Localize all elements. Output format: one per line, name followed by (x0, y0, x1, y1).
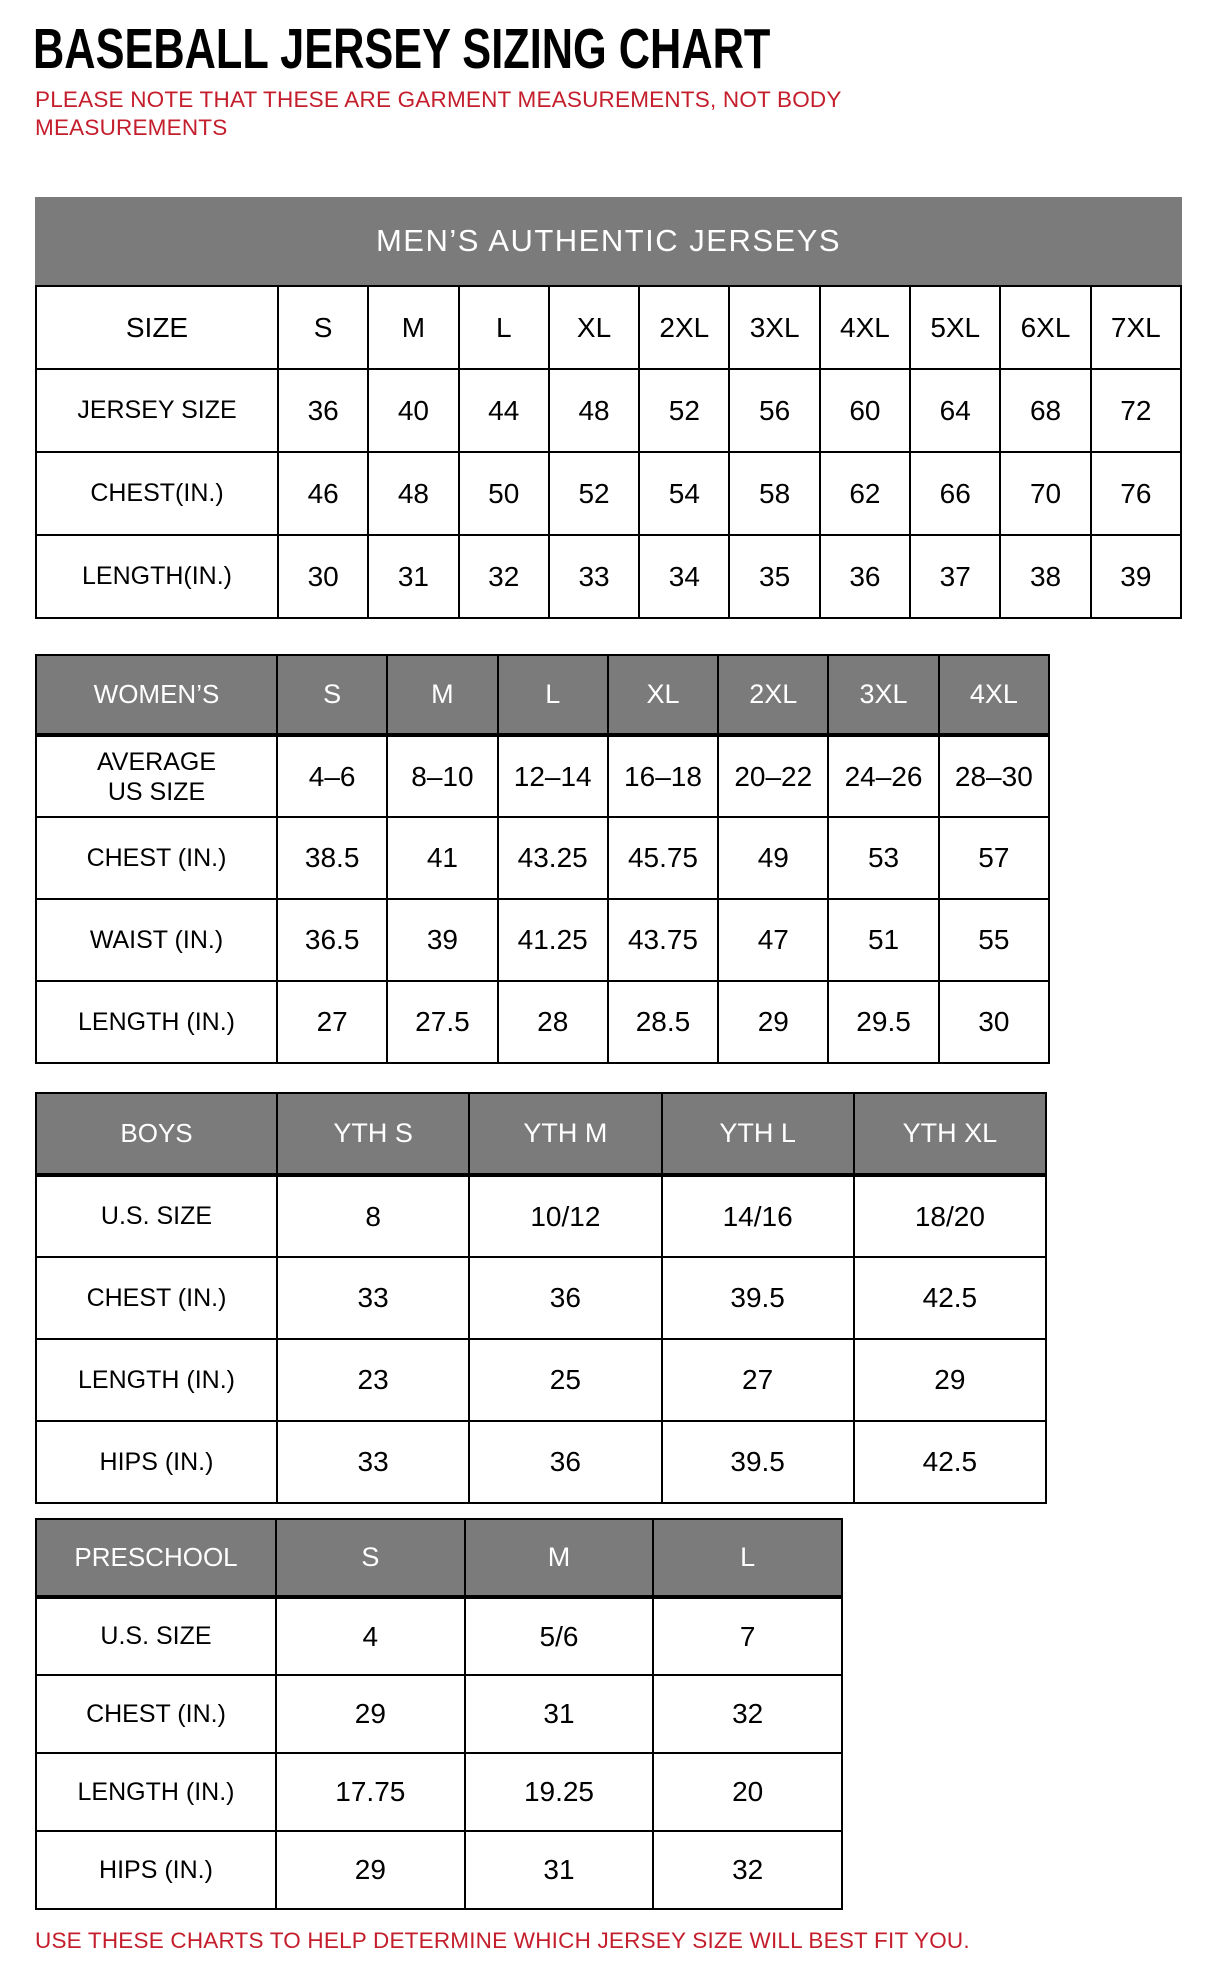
data-cell: 52 (549, 452, 639, 535)
data-cell: 56 (729, 369, 819, 452)
table-row (36, 735, 1049, 817)
column-header-cell: L (459, 286, 549, 369)
table-row (36, 535, 1181, 618)
column-header-cell: YTH M (469, 1093, 661, 1175)
header-row (36, 655, 1049, 735)
column-header-cell: S (278, 286, 368, 369)
row-label-cell: LENGTH (IN.) (36, 1339, 277, 1421)
column-header-cell: M (465, 1519, 654, 1597)
data-cell: 42.5 (854, 1257, 1046, 1339)
data-cell: 40 (368, 369, 458, 452)
column-header-cell: M (368, 286, 458, 369)
data-cell: 34 (639, 535, 729, 618)
data-cell: 60 (820, 369, 910, 452)
column-header-cell: 2XL (718, 655, 828, 735)
data-cell: 32 (653, 1831, 842, 1909)
column-header-cell: 3XL (828, 655, 938, 735)
table-grid (35, 1092, 1047, 1504)
data-cell: 16–18 (608, 735, 718, 817)
data-cell: 28–30 (939, 735, 1049, 817)
table-row (36, 817, 1049, 899)
row-label-cell: LENGTH (IN.) (36, 1753, 276, 1831)
table-grid (35, 654, 1050, 1064)
data-cell: 47 (718, 899, 828, 981)
table-row (36, 1421, 1046, 1503)
header-row (36, 1519, 842, 1597)
row-label-cell: LENGTH(IN.) (36, 535, 278, 618)
column-header-cell: 3XL (729, 286, 819, 369)
data-cell: 37 (910, 535, 1000, 618)
header-row (36, 286, 1181, 369)
data-cell: 45.75 (608, 817, 718, 899)
data-cell: 39 (387, 899, 497, 981)
row-label-cell: U.S. SIZE (36, 1597, 276, 1675)
data-cell: 46 (278, 452, 368, 535)
data-cell: 12–14 (498, 735, 608, 817)
row-label-cell: U.S. SIZE (36, 1175, 277, 1257)
data-cell: 23 (277, 1339, 469, 1421)
data-cell: 33 (277, 1421, 469, 1503)
data-cell: 48 (368, 452, 458, 535)
garment-measurements-note: PLEASE NOTE THAT THESE ARE GARMENT MEASUREMENTS, NOT BODY MEASUREMENTS (35, 87, 842, 140)
row-label-cell: CHEST(IN.) (36, 452, 278, 535)
column-header-cell: M (387, 655, 497, 735)
table-row (36, 369, 1181, 452)
data-cell: 36 (469, 1421, 661, 1503)
data-cell: 51 (828, 899, 938, 981)
data-cell: 42.5 (854, 1421, 1046, 1503)
data-cell: 4 (276, 1597, 465, 1675)
data-cell: 38.5 (277, 817, 387, 899)
data-cell: 29.5 (828, 981, 938, 1063)
column-header-cell: 6XL (1000, 286, 1090, 369)
data-cell: 29 (276, 1831, 465, 1909)
data-cell: 20–22 (718, 735, 828, 817)
data-cell: 32 (459, 535, 549, 618)
data-cell: 41 (387, 817, 497, 899)
column-header-cell: 2XL (639, 286, 729, 369)
data-cell: 64 (910, 369, 1000, 452)
data-cell: 76 (1091, 452, 1181, 535)
column-header-cell: L (498, 655, 608, 735)
data-cell: 43.75 (608, 899, 718, 981)
data-cell: 29 (718, 981, 828, 1063)
data-cell: 72 (1091, 369, 1181, 452)
data-cell: 28 (498, 981, 608, 1063)
data-cell: 29 (854, 1339, 1046, 1421)
data-cell: 39 (1091, 535, 1181, 618)
column-header-cell: YTH XL (854, 1093, 1046, 1175)
data-cell: 54 (639, 452, 729, 535)
data-cell: 38 (1000, 535, 1090, 618)
data-cell: 36 (469, 1257, 661, 1339)
data-cell: 10/12 (469, 1175, 661, 1257)
table-mens (35, 197, 1182, 619)
row-label-cell: LENGTH (IN.) (36, 981, 277, 1063)
column-header-cell: S (276, 1519, 465, 1597)
table-row (36, 1175, 1046, 1257)
column-header-cell: 4XL (820, 286, 910, 369)
data-cell: 57 (939, 817, 1049, 899)
table-row (36, 981, 1049, 1063)
data-cell: 55 (939, 899, 1049, 981)
data-cell: 70 (1000, 452, 1090, 535)
data-cell: 31 (368, 535, 458, 618)
column-header-cell: S (277, 655, 387, 735)
column-header-cell: YTH S (277, 1093, 469, 1175)
table-preschool (35, 1518, 843, 1910)
data-cell: 18/20 (854, 1175, 1046, 1257)
row-label-cell: CHEST (IN.) (36, 817, 277, 899)
table-grid (35, 285, 1182, 619)
data-cell: 33 (549, 535, 639, 618)
data-cell: 29 (276, 1675, 465, 1753)
data-cell: 49 (718, 817, 828, 899)
data-cell: 8 (277, 1175, 469, 1257)
table-row (36, 1753, 842, 1831)
header-label-cell: SIZE (36, 286, 278, 369)
table-row (36, 1831, 842, 1909)
row-label-cell: CHEST (IN.) (36, 1675, 276, 1753)
data-cell: 4–6 (277, 735, 387, 817)
data-cell: 68 (1000, 369, 1090, 452)
data-cell: 27.5 (387, 981, 497, 1063)
column-header-cell: XL (549, 286, 639, 369)
data-cell: 19.25 (465, 1753, 654, 1831)
data-cell: 5/6 (465, 1597, 654, 1675)
column-header-cell: 5XL (910, 286, 1000, 369)
table-womens (35, 654, 1050, 1064)
page-title: BASEBALL JERSEY SIZING CHART (33, 17, 771, 81)
data-cell: 39.5 (662, 1257, 854, 1339)
data-cell: 62 (820, 452, 910, 535)
data-cell: 41.25 (498, 899, 608, 981)
data-cell: 32 (653, 1675, 842, 1753)
header-label-cell: BOYS (36, 1093, 277, 1175)
column-header-cell: 7XL (1091, 286, 1181, 369)
table-row (36, 452, 1181, 535)
data-cell: 17.75 (276, 1753, 465, 1831)
data-cell: 20 (653, 1753, 842, 1831)
data-cell: 43.25 (498, 817, 608, 899)
footer-note: USE THESE CHARTS TO HELP DETERMINE WHICH JERSEY SIZE WILL BEST FIT YOU. (35, 1928, 970, 1953)
data-cell: 36.5 (277, 899, 387, 981)
table-row (36, 899, 1049, 981)
header-label-cell: WOMEN’S (36, 655, 277, 735)
data-cell: 27 (662, 1339, 854, 1421)
header-row (36, 1093, 1046, 1175)
data-cell: 50 (459, 452, 549, 535)
column-header-cell: XL (608, 655, 718, 735)
data-cell: 27 (277, 981, 387, 1063)
row-label-cell: AVERAGE US SIZE (36, 735, 277, 817)
data-cell: 48 (549, 369, 639, 452)
data-cell: 25 (469, 1339, 661, 1421)
data-cell: 39.5 (662, 1421, 854, 1503)
data-cell: 28.5 (608, 981, 718, 1063)
data-cell: 31 (465, 1831, 654, 1909)
header-label-cell: PRESCHOOL (36, 1519, 276, 1597)
column-header-cell: 4XL (939, 655, 1049, 735)
row-label-cell: JERSEY SIZE (36, 369, 278, 452)
column-header-cell: L (653, 1519, 842, 1597)
data-cell: 24–26 (828, 735, 938, 817)
table-banner: MEN’S AUTHENTIC JERSEYS (35, 197, 1182, 285)
table-boys (35, 1092, 1047, 1504)
data-cell: 7 (653, 1597, 842, 1675)
data-cell: 44 (459, 369, 549, 452)
data-cell: 30 (939, 981, 1049, 1063)
row-label-cell: HIPS (IN.) (36, 1831, 276, 1909)
column-header-cell: YTH L (662, 1093, 854, 1175)
data-cell: 14/16 (662, 1175, 854, 1257)
data-cell: 52 (639, 369, 729, 452)
table-row (36, 1257, 1046, 1339)
table-grid (35, 1518, 843, 1910)
table-row (36, 1675, 842, 1753)
data-cell: 58 (729, 452, 819, 535)
data-cell: 31 (465, 1675, 654, 1753)
data-cell: 66 (910, 452, 1000, 535)
data-cell: 36 (820, 535, 910, 618)
table-row (36, 1597, 842, 1675)
row-label-cell: WAIST (IN.) (36, 899, 277, 981)
row-label-cell: HIPS (IN.) (36, 1421, 277, 1503)
data-cell: 33 (277, 1257, 469, 1339)
table-row (36, 1339, 1046, 1421)
data-cell: 8–10 (387, 735, 497, 817)
data-cell: 35 (729, 535, 819, 618)
row-label-cell: CHEST (IN.) (36, 1257, 277, 1339)
data-cell: 53 (828, 817, 938, 899)
data-cell: 30 (278, 535, 368, 618)
data-cell: 36 (278, 369, 368, 452)
